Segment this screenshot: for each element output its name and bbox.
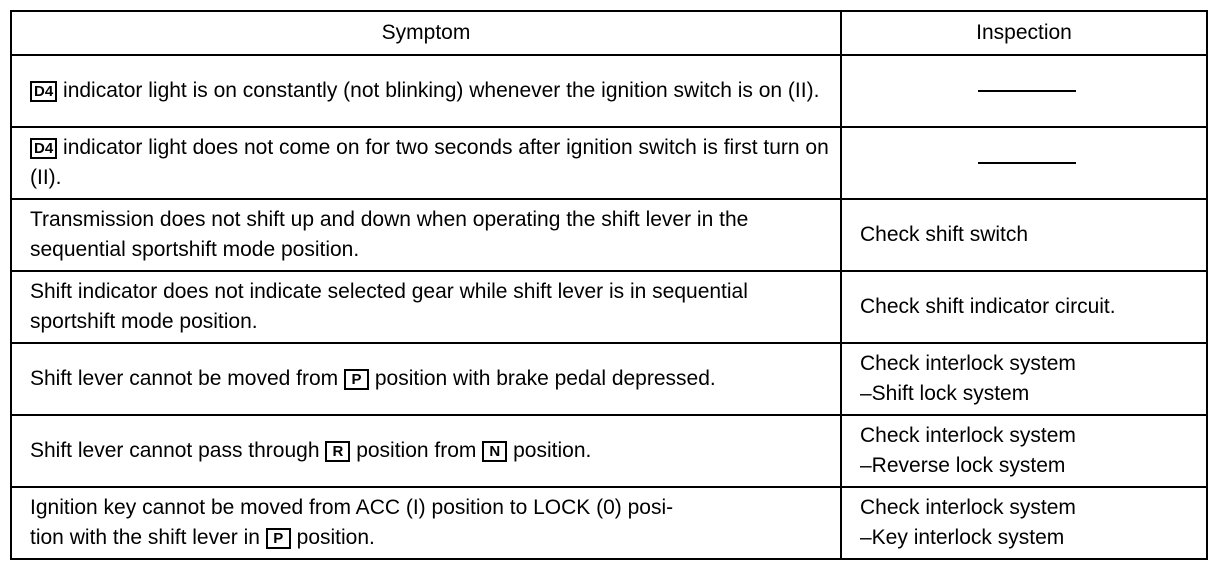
symptom-text: Shift indicator does not indicate selected gear while shift lever is in sequential sportshift mode position. <box>30 280 748 333</box>
symptom-text: Ignition key cannot be moved from ACC (I) position to LOCK (0) posi- <box>30 496 674 519</box>
symptom-text: position from <box>356 439 477 462</box>
symptom-text: Shift lever cannot be moved from <box>30 367 339 390</box>
inspection-text: Check interlock system <box>860 424 1076 447</box>
neutral-position-box: N <box>482 441 507 462</box>
symptom-text: Transmission does not shift up and down when operating the shift lever in the sequential sportshift mode position. <box>30 208 749 261</box>
symptom-cell <box>11 127 841 199</box>
inspection-cell <box>841 415 1207 487</box>
inspection-dash <box>978 162 1076 164</box>
header-row <box>11 11 1207 55</box>
inspection-subtext: –Reverse lock system <box>860 454 1066 477</box>
symptom-cell <box>11 199 841 271</box>
inspection-cell <box>841 271 1207 343</box>
inspection-cell <box>841 487 1207 559</box>
inspection-subtext: –Shift lock system <box>860 382 1030 405</box>
inspection-text: Check shift indicator circuit. <box>860 295 1116 318</box>
inspection-text: Check shift switch <box>860 223 1029 246</box>
inspection-cell <box>841 55 1207 127</box>
d4-indicator-box: D4 <box>30 138 57 159</box>
symptom-text: Shift lever cannot pass through <box>30 439 320 462</box>
table-row <box>11 343 1207 415</box>
symptom-text: position with brake pedal depressed. <box>374 367 716 390</box>
table-row <box>11 199 1207 271</box>
symptom-header: Symptom <box>11 11 841 55</box>
table-row <box>11 487 1207 559</box>
symptom-cell <box>11 271 841 343</box>
d4-indicator-box: D4 <box>30 81 57 102</box>
park-position-box: P <box>344 369 369 390</box>
symptom-cell <box>11 343 841 415</box>
table-row <box>11 271 1207 343</box>
inspection-cell <box>841 127 1207 199</box>
inspection-text: Check interlock system <box>860 496 1076 519</box>
symptom-line-2 <box>30 523 830 553</box>
symptom-text: indicator light is on constantly (not blinking) whenever the ignition switch is on (II). <box>63 79 820 102</box>
table-row <box>11 127 1207 199</box>
symptom-inspection-table <box>10 10 1208 560</box>
table-row <box>11 55 1207 127</box>
inspection-header: Inspection <box>841 11 1207 55</box>
symptom-cell <box>11 55 841 127</box>
inspection-subtext: –Key interlock system <box>860 526 1065 549</box>
table-row <box>11 415 1207 487</box>
reverse-position-box: R <box>325 441 350 462</box>
symptom-cell <box>11 415 841 487</box>
inspection-cell <box>841 199 1207 271</box>
inspection-dash <box>978 90 1076 92</box>
symptom-text: tion with the shift lever in <box>30 526 260 549</box>
symptom-text: position. <box>296 526 375 549</box>
park-position-box: P <box>266 528 291 549</box>
symptom-text: position. <box>513 439 592 462</box>
symptom-text: indicator light does not come on for two seconds after ignition switch is first turn on (II). <box>30 136 829 189</box>
inspection-cell <box>841 343 1207 415</box>
inspection-text: Check interlock system <box>860 352 1076 375</box>
symptom-cell <box>11 487 841 559</box>
